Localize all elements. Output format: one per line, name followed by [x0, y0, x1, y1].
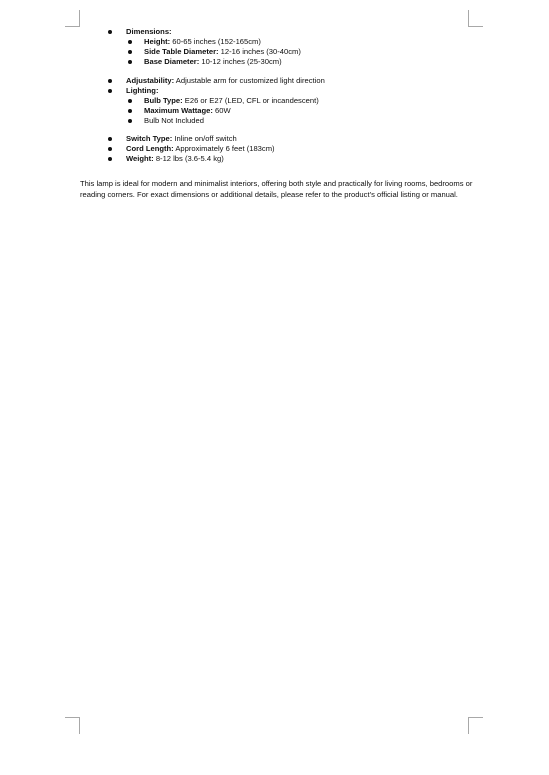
bulb-type-label: Bulb Type: [144, 96, 183, 105]
side-table-diameter-label: Side Table Diameter: [144, 47, 219, 56]
list-item-lighting [80, 86, 475, 96]
list-item-height [80, 37, 475, 47]
crop-mark-top-right [468, 10, 483, 27]
closing-paragraph: This lamp is ideal for modern and minimalist interiors, offering both style and practically for living rooms, bedrooms or reading corners. For exact dimensions or additional details, please refer to the product’s official listing or manual. [80, 179, 473, 199]
switch-type-label: Switch Type: [126, 134, 173, 143]
list-spacer [80, 67, 475, 76]
weight-value: 8-12 lbs (3.6-5.4 kg) [153, 154, 224, 163]
list-item-weight [80, 154, 475, 164]
weight-label: Weight: [126, 154, 154, 163]
list-item-bulb-note [80, 116, 475, 126]
height-value: 60-65 inches (152-165cm) [170, 37, 261, 46]
lighting-label: Lighting: [126, 86, 159, 95]
cord-length-label: Cord Length: [126, 144, 174, 153]
list-spacer [80, 126, 475, 134]
max-wattage-value: 60W [212, 106, 231, 115]
spec-list [80, 27, 475, 164]
height-label: Height: [144, 37, 171, 46]
dimensions-label: Dimensions: [126, 27, 172, 36]
list-item-base-diameter [80, 57, 475, 67]
list-item-dimensions [80, 27, 475, 37]
bulb-type-value: E26 or E27 (LED, CFL or incandescent) [182, 96, 319, 105]
switch-type-value: Inline on/off switch [172, 134, 237, 143]
max-wattage-label: Maximum Wattage: [144, 106, 213, 115]
list-item-bulb-type [80, 96, 475, 106]
list-item-side-table-diameter [80, 47, 475, 57]
base-diameter-label: Base Diameter: [144, 57, 200, 66]
cord-length-value: Approximately 6 feet (183cm) [173, 144, 275, 153]
document-body [80, 27, 475, 208]
side-table-diameter-value: 12-16 inches (30-40cm) [218, 47, 301, 56]
base-diameter-value: 10-12 inches (25-30cm) [199, 57, 282, 66]
adjustability-label: Adjustability: [126, 76, 175, 85]
list-item-max-wattage [80, 106, 475, 116]
list-item-cord-length [80, 144, 475, 154]
adjustability-value: Adjustable arm for customized light direction [174, 76, 325, 85]
crop-mark-top-left [65, 10, 80, 27]
list-item-switch-type [80, 134, 475, 144]
crop-mark-bottom-left [65, 717, 80, 734]
list-item-adjustability [80, 76, 475, 86]
bulb-note-text: Bulb Not Included [144, 116, 204, 125]
crop-mark-bottom-right [468, 717, 483, 734]
